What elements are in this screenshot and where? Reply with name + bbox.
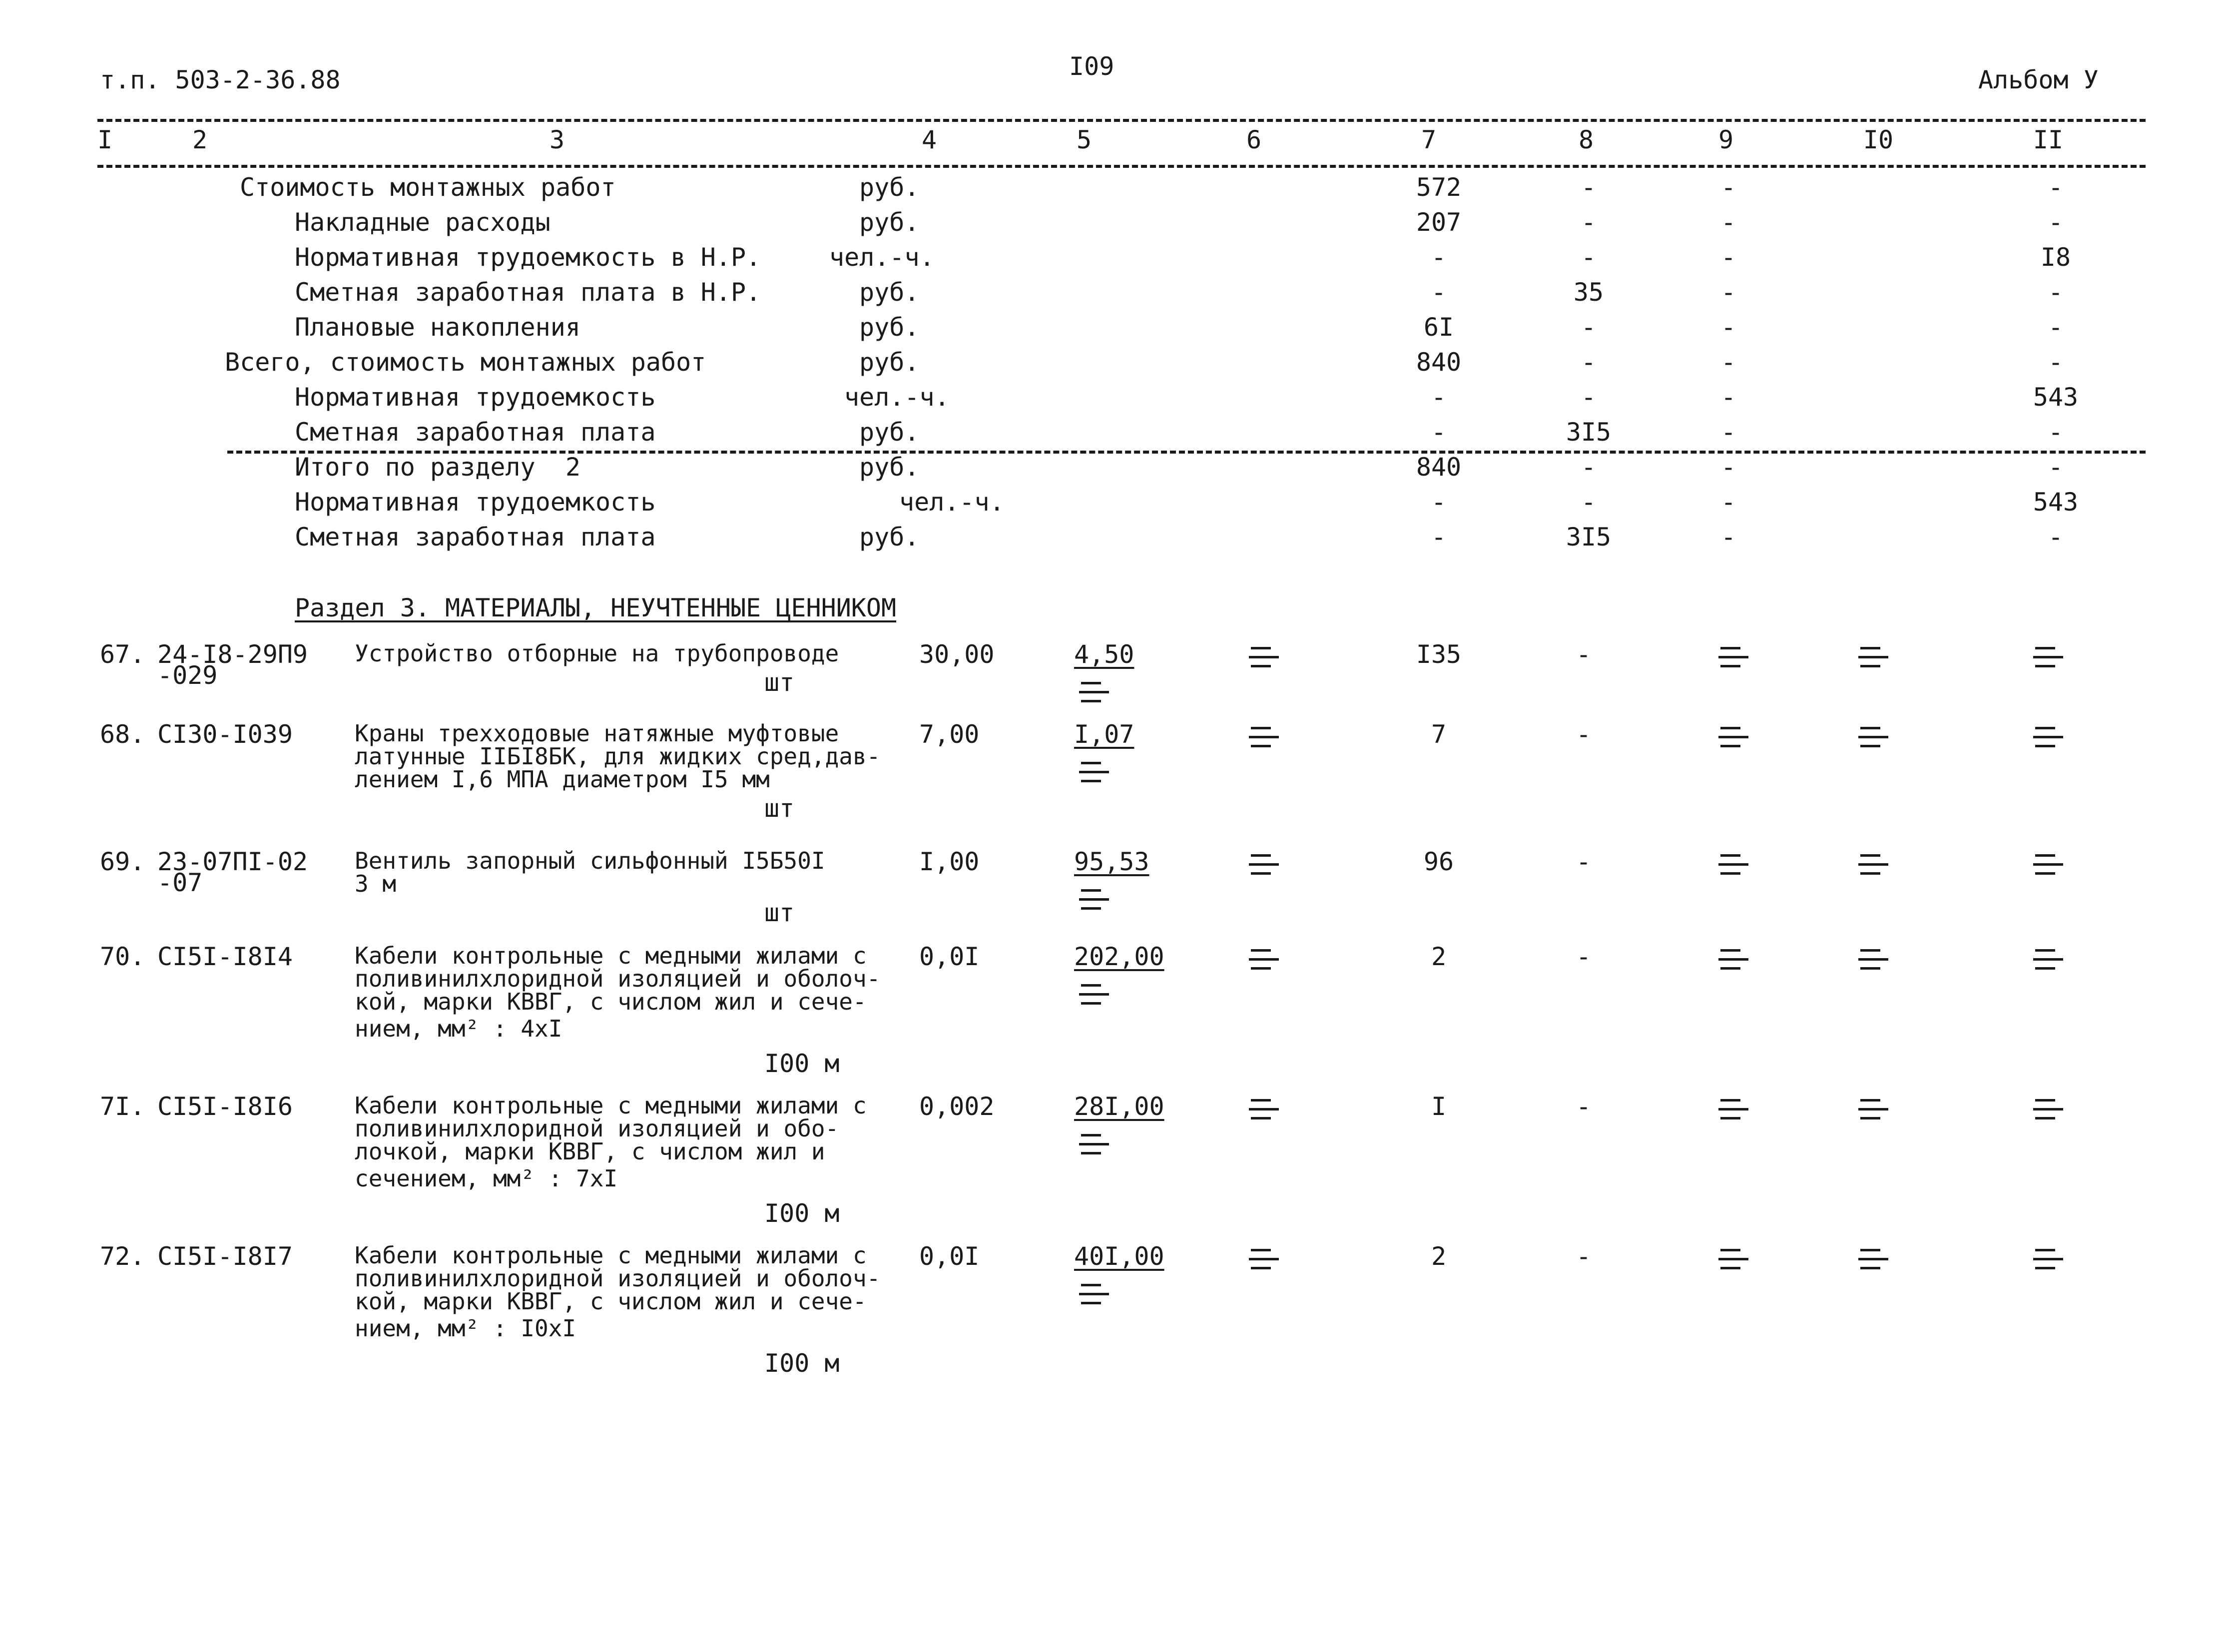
summary-label: Итого по разделу 2 <box>295 453 580 482</box>
item-col7: I35 <box>1416 640 1462 669</box>
col6-dash-mark <box>1249 647 1279 677</box>
col10-dash-mark <box>1858 647 1888 677</box>
item-unit: шт <box>764 794 795 823</box>
summary-col7: 840 <box>1416 453 1462 482</box>
item-col7: 2 <box>1431 1242 1447 1271</box>
item-description-line: кой, марки КВВГ, с числом жил и сече- <box>355 1288 867 1315</box>
summary-unit: руб. <box>859 208 920 237</box>
item-description-line: Кабели контрольные с медными жилами с <box>355 1242 867 1269</box>
item-code: CI5I-I8I7 <box>157 1242 293 1271</box>
summary-label: Накладные расходы <box>295 208 551 237</box>
item-description-line: поливинилхлоридной изоляцией и оболоч- <box>355 965 881 992</box>
price-dash-mark <box>1079 984 1109 1014</box>
price-dash-mark <box>1079 1284 1109 1314</box>
col6-dash-mark <box>1249 854 1279 884</box>
col10-dash-mark <box>1858 1249 1888 1279</box>
summary-col8: - <box>1581 173 1597 202</box>
summary-unit: руб. <box>859 173 920 202</box>
item-description-line: Устройство отборные на трубопроводе <box>355 640 839 667</box>
header-rule-bottom <box>97 165 2146 168</box>
summary-col9: - <box>1720 383 1736 412</box>
item-description-line: кой, марки КВВГ, с числом жил и сече- <box>355 988 867 1015</box>
item-unit: шт <box>764 898 795 927</box>
col9-dash-mark <box>1718 854 1748 884</box>
item-code: 24-I8-29П9 <box>157 640 308 669</box>
col9-dash-mark <box>1718 949 1748 979</box>
column-number-8: 8 <box>1578 125 1594 154</box>
item-unit: I00 м <box>764 1049 840 1078</box>
item-quantity: 30,00 <box>919 640 995 669</box>
column-number-6: 6 <box>1246 125 1262 154</box>
item-unit: I00 м <box>764 1199 840 1228</box>
summary-unit: руб. <box>859 453 920 482</box>
item-quantity: 0,002 <box>919 1092 995 1121</box>
col11-dash-mark <box>2033 854 2063 884</box>
summary-col9: - <box>1720 488 1736 517</box>
item-col8: - <box>1576 1242 1592 1271</box>
item-number: 7I. <box>100 1092 145 1121</box>
column-number-3: 3 <box>549 125 565 154</box>
summary-col8: - <box>1581 208 1597 237</box>
item-description-line: 3 м <box>355 870 397 897</box>
summary-col7: - <box>1431 418 1447 447</box>
item-number: 72. <box>100 1242 145 1271</box>
col9-dash-mark <box>1718 727 1748 757</box>
price-dash-mark <box>1079 1134 1109 1164</box>
item-unit-price: I,07 <box>1074 720 1134 749</box>
summary-col11: - <box>2048 278 2064 307</box>
item-col8: - <box>1576 847 1592 876</box>
item-unit-price: 4,50 <box>1074 640 1134 669</box>
column-number-11: II <box>2033 125 2064 154</box>
column-number-7: 7 <box>1421 125 1437 154</box>
summary-col11: - <box>2048 348 2064 377</box>
item-quantity: 0,0I <box>919 942 980 971</box>
summary-col11: - <box>2048 418 2064 447</box>
summary-col11: - <box>2048 208 2064 237</box>
item-code: 23-07ПI-02 <box>157 847 308 876</box>
summary-col8: - <box>1581 488 1597 517</box>
summary-label: Нормативная трудоемкость <box>295 383 656 412</box>
item-description-line: Краны трехходовые натяжные муфтовые <box>355 720 839 747</box>
header-rule-top <box>97 119 2146 122</box>
item-code: CI30-I039 <box>157 720 293 749</box>
item-description-line: нием, мм² : I0хI <box>355 1315 576 1342</box>
item-description-line: нием, мм² : 4хI <box>355 1015 562 1042</box>
summary-col11: I8 <box>2040 243 2071 272</box>
summary-col7: 6I <box>1423 313 1454 342</box>
summary-col7: - <box>1431 243 1447 272</box>
summary-label: Нормативная трудоемкость <box>295 488 656 517</box>
item-number: 69. <box>100 847 145 876</box>
item-col7: 2 <box>1431 942 1447 971</box>
item-description-line: поливинилхлоридной изоляцией и оболоч- <box>355 1265 881 1292</box>
item-code-suffix: -07 <box>157 868 203 897</box>
summary-col7: 207 <box>1416 208 1462 237</box>
summary-col7: - <box>1431 523 1447 551</box>
item-number: 68. <box>100 720 145 749</box>
col11-dash-mark <box>2033 1249 2063 1279</box>
summary-label: Сметная заработная плата <box>295 418 656 447</box>
item-col8: - <box>1576 720 1592 749</box>
item-quantity: I,00 <box>919 847 980 876</box>
summary-col11: 543 <box>2033 383 2079 412</box>
item-description-line: Вентиль запорный сильфонный I5Б50I <box>355 847 825 874</box>
item-description-line: Кабели контрольные с медными жилами с <box>355 942 867 969</box>
column-number-5: 5 <box>1076 125 1092 154</box>
summary-col11: - <box>2048 453 2064 482</box>
price-dash-mark <box>1079 762 1109 792</box>
col6-dash-mark <box>1249 727 1279 757</box>
col9-dash-mark <box>1718 647 1748 677</box>
item-code: CI5I-I8I4 <box>157 942 293 971</box>
col11-dash-mark <box>2033 949 2063 979</box>
col10-dash-mark <box>1858 1099 1888 1129</box>
summary-col9: - <box>1720 313 1736 342</box>
page-number: I09 <box>1069 52 1114 81</box>
item-unit-price: 28I,00 <box>1074 1092 1164 1121</box>
col6-dash-mark <box>1249 1249 1279 1279</box>
col6-dash-mark <box>1249 949 1279 979</box>
document-code: т.п. 503-2-36.88 <box>100 65 341 94</box>
summary-label: Сметная заработная плата в Н.Р. <box>295 278 761 307</box>
item-unit-price: 40I,00 <box>1074 1242 1164 1271</box>
summary-col9: - <box>1720 243 1736 272</box>
summary-col7: 572 <box>1416 173 1462 202</box>
column-number-4: 4 <box>921 125 937 154</box>
item-description-line: лением I,6 МПА диаметром I5 мм <box>355 766 770 793</box>
price-dash-mark <box>1079 682 1109 712</box>
summary-col8: 3I5 <box>1566 523 1612 551</box>
summary-col9: - <box>1720 278 1736 307</box>
summary-col9: - <box>1720 173 1736 202</box>
column-number-1: I <box>97 125 113 154</box>
item-code-suffix: -029 <box>157 661 218 690</box>
item-description-line: поливинилхлоридной изоляцией и обо- <box>355 1115 839 1142</box>
col11-dash-mark <box>2033 727 2063 757</box>
summary-unit: руб. <box>859 523 920 551</box>
summary-unit: чел.-ч. <box>899 488 1005 517</box>
summary-col8: - <box>1581 313 1597 342</box>
summary-unit: руб. <box>859 418 920 447</box>
summary-unit: чел.-ч. <box>844 383 950 412</box>
item-col8: - <box>1576 1092 1592 1121</box>
summary-col7: 840 <box>1416 348 1462 377</box>
column-number-2: 2 <box>192 125 208 154</box>
summary-col7: - <box>1431 278 1447 307</box>
summary-col8: - <box>1581 348 1597 377</box>
item-unit: шт <box>764 668 795 697</box>
col11-dash-mark <box>2033 647 2063 677</box>
summary-label: Плановые накопления <box>295 313 580 342</box>
summary-label: Нормативная трудоемкость в Н.Р. <box>295 243 761 272</box>
summary-col11: - <box>2048 313 2064 342</box>
summary-col8: 3I5 <box>1566 418 1612 447</box>
summary-col9: - <box>1720 453 1736 482</box>
item-col7: 7 <box>1431 720 1447 749</box>
item-number: 70. <box>100 942 145 971</box>
summary-col11: - <box>2048 173 2064 202</box>
summary-col7: - <box>1431 383 1447 412</box>
summary-label: Сметная заработная плата <box>295 523 656 551</box>
col10-dash-mark <box>1858 854 1888 884</box>
summary-col8: - <box>1581 453 1597 482</box>
item-unit: I00 м <box>764 1349 840 1378</box>
summary-col8: - <box>1581 243 1597 272</box>
summary-col9: - <box>1720 208 1736 237</box>
item-code: CI5I-I8I6 <box>157 1092 293 1121</box>
summary-unit: руб. <box>859 278 920 307</box>
col9-dash-mark <box>1718 1099 1748 1129</box>
item-description-line: сечением, мм² : 7хI <box>355 1165 618 1192</box>
item-description-line: лочкой, марки КВВГ, с числом жил и <box>355 1138 825 1165</box>
summary-col8: 35 <box>1573 278 1604 307</box>
item-number: 67. <box>100 640 145 669</box>
summary-label: Стоимость монтажных работ <box>240 173 616 202</box>
col9-dash-mark <box>1718 1249 1748 1279</box>
summary-col9: - <box>1720 348 1736 377</box>
item-col8: - <box>1576 942 1592 971</box>
item-unit-price: 95,53 <box>1074 847 1149 876</box>
column-number-9: 9 <box>1718 125 1734 154</box>
item-col7: 96 <box>1423 847 1454 876</box>
column-number-10: I0 <box>1863 125 1894 154</box>
item-col7: I <box>1431 1092 1447 1121</box>
item-description-line: Кабели контрольные с медными жилами с <box>355 1092 867 1119</box>
col11-dash-mark <box>2033 1099 2063 1129</box>
col6-dash-mark <box>1249 1099 1279 1129</box>
summary-unit: руб. <box>859 313 920 342</box>
summary-col7: - <box>1431 488 1447 517</box>
summary-col11: - <box>2048 523 2064 551</box>
item-quantity: 7,00 <box>919 720 980 749</box>
summary-col11: 543 <box>2033 488 2079 517</box>
summary-col8: - <box>1581 383 1597 412</box>
summary-unit: руб. <box>859 348 920 377</box>
item-description-line: латунные IIБI8БК, для жидких сред,дав- <box>355 743 881 770</box>
summary-unit: чел.-ч. <box>829 243 935 272</box>
album-label: Альбом У <box>1978 65 2099 94</box>
item-unit-price: 202,00 <box>1074 942 1164 971</box>
col10-dash-mark <box>1858 727 1888 757</box>
summary-col9: - <box>1720 418 1736 447</box>
summary-label: Всего, стоимость монтажных работ <box>225 348 706 377</box>
item-col8: - <box>1576 640 1592 669</box>
price-dash-mark <box>1079 889 1109 919</box>
col10-dash-mark <box>1858 949 1888 979</box>
section-divider <box>227 451 2146 454</box>
section-title: Раздел 3. МАТЕРИАЛЫ, НЕУЧТЕННЫЕ ЦЕННИКОМ <box>295 593 897 622</box>
item-quantity: 0,0I <box>919 1242 980 1271</box>
summary-col9: - <box>1720 523 1736 551</box>
